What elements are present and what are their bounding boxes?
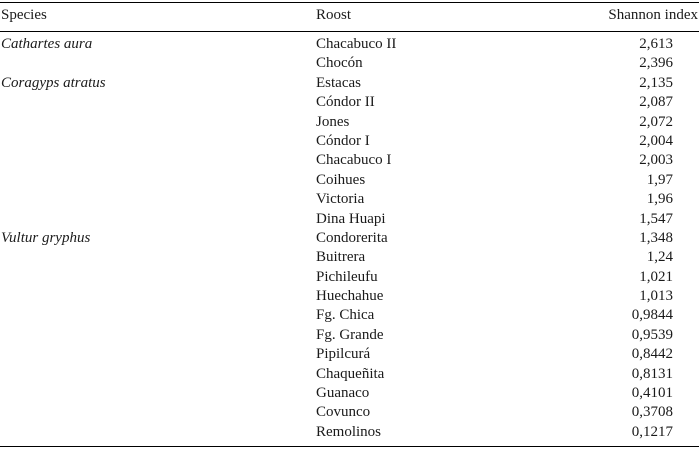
shannon-index-cell: 1,24 xyxy=(646,249,673,266)
shannon-index-cell: 2,004 xyxy=(639,132,673,149)
shannon-index-cell: 0,4101 xyxy=(631,385,673,402)
table-row xyxy=(0,229,699,248)
table-row xyxy=(0,35,699,54)
table-row xyxy=(0,151,699,170)
shannon-index-cell: 2,072 xyxy=(639,113,673,130)
roost-cell: Pipilcurá xyxy=(316,346,371,363)
bottom-rule xyxy=(0,446,699,447)
roost-cell: Victoria xyxy=(316,191,365,208)
shannon-index-cell: 0,3708 xyxy=(631,404,673,421)
shannon-index-cell: 1,96 xyxy=(646,191,673,208)
shannon-index-cell: 1,348 xyxy=(639,229,673,246)
table-row xyxy=(0,248,699,267)
shannon-index-cell: 0,8442 xyxy=(631,346,673,363)
table-row xyxy=(0,93,699,112)
table-row xyxy=(0,74,699,93)
roost-cell: Cóndor II xyxy=(316,94,375,111)
table-body xyxy=(0,35,699,442)
header-species: Species xyxy=(1,7,47,23)
roost-cell: Guanaco xyxy=(316,385,370,402)
roost-cell: Dina Huapi xyxy=(316,210,386,227)
table-row xyxy=(0,171,699,190)
roost-cell: Estacas xyxy=(316,74,361,91)
shannon-index-cell: 2,003 xyxy=(639,152,673,169)
table-row xyxy=(0,190,699,209)
table-row xyxy=(0,403,699,422)
shannon-index-cell: 1,97 xyxy=(646,171,673,188)
species-cell: Coragyps atratus xyxy=(1,74,106,91)
shannon-index-cell: 1,021 xyxy=(639,268,673,285)
table-row xyxy=(0,210,699,229)
roost-cell: Coihues xyxy=(316,171,366,188)
shannon-index-cell: 0,9844 xyxy=(631,307,673,324)
shannon-index-cell: 2,396 xyxy=(639,55,673,72)
roost-cell: Jones xyxy=(316,113,350,130)
table-row xyxy=(0,306,699,325)
table-row xyxy=(0,384,699,403)
header-shannon-index: Shannon index xyxy=(608,7,698,23)
roost-cell: Chocón xyxy=(316,55,363,72)
roost-cell: Pichileufu xyxy=(316,268,378,285)
roost-cell: Buitrera xyxy=(316,249,366,266)
table-row xyxy=(0,54,699,73)
table-row xyxy=(0,423,699,442)
shannon-index-cell: 0,8131 xyxy=(631,365,673,382)
table-header-row xyxy=(0,0,699,31)
roost-cell: Covunco xyxy=(316,404,371,421)
table-row xyxy=(0,345,699,364)
shannon-index-cell: 1,547 xyxy=(639,210,673,227)
table-row xyxy=(0,326,699,345)
shannon-index-cell: 0,1217 xyxy=(631,423,673,440)
species-cell: Cathartes aura xyxy=(1,36,93,52)
table-row xyxy=(0,113,699,132)
shannon-index-cell: 2,613 xyxy=(639,36,673,52)
roost-cell: Cóndor I xyxy=(316,132,370,149)
roost-cell: Chacabuco II xyxy=(316,36,397,52)
shannon-index-cell: 0,9539 xyxy=(631,326,673,343)
table-row xyxy=(0,365,699,384)
roost-cell: Fg. Chica xyxy=(316,307,375,324)
header-rule xyxy=(0,31,699,32)
shannon-index-cell: 2,087 xyxy=(639,94,673,111)
header-roost: Roost xyxy=(316,7,352,23)
table-row xyxy=(0,268,699,287)
shannon-index-cell: 2,135 xyxy=(639,74,673,91)
table-row xyxy=(0,132,699,151)
roost-cell: Chaqueñita xyxy=(316,365,385,382)
roost-cell: Chacabuco I xyxy=(316,152,392,169)
roost-cell: Remolinos xyxy=(316,423,382,440)
roost-cell: Condorerita xyxy=(316,229,388,246)
roost-cell: Huechahue xyxy=(316,288,384,305)
shannon-index-cell: 1,013 xyxy=(639,288,673,305)
table-row xyxy=(0,287,699,306)
species-cell: Vultur gryphus xyxy=(1,229,91,246)
roost-cell: Fg. Grande xyxy=(316,326,384,343)
